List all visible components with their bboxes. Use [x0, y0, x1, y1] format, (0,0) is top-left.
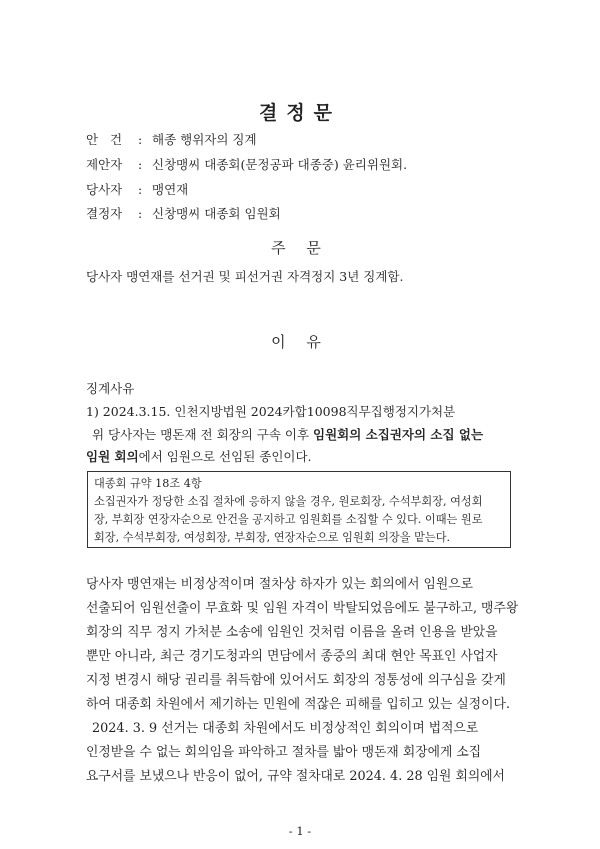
meta-label: 당사자	[86, 182, 123, 197]
document-title: 결정문	[258, 102, 342, 124]
meta-row-party: 당사자 : 맹연재	[86, 182, 189, 197]
meta-value: 신창맹씨 대종회 임원회	[152, 206, 281, 221]
bylaw-line: 소집권자가 정당한 소집 절차에 응하지 않을 경우, 원로회장, 수석부회장, 여성회	[94, 495, 483, 508]
meta-label: 제안자	[86, 157, 123, 172]
body-line: 지정 변경시 해당 권리를 취득함에 있어서도 회장의 정통성에 의구심을 갖게	[86, 673, 506, 688]
body-line: 2024. 3. 9 선거는 대종회 차원에서도 비정상적인 회의이며 법적으로	[92, 721, 479, 736]
bylaw-line: 장, 부회장 연장자순으로 안건을 공지하고 임원회를 소집할 수 있다. 이때는 원로	[94, 513, 483, 526]
emphasis-text: 임원회의 소집권자의 소집 없는	[313, 427, 484, 442]
meta-row-decider: 결정자 : 신창맹씨 대종회 임원회	[86, 206, 281, 221]
reason-heading: 이 유	[271, 333, 329, 351]
body-line: 인정받을 수 없는 회의임을 파악하고 절차를 밟아 맹돈재 회장에게 소집	[86, 745, 482, 760]
meta-label: 안 건	[86, 132, 123, 147]
page-number: - 1 -	[288, 824, 312, 838]
meta-value: 맹연재	[152, 182, 189, 197]
body-line: 선출되어 임원선출이 무효화 및 임원 자격이 박탈되었음에도 불구하고, 맹주왕	[86, 601, 519, 616]
bylaw-title: 대종회 규약 18조 4항	[94, 477, 202, 490]
reason-label: 징계사유	[86, 381, 135, 396]
meta-value: 해종 행위자의 징계	[152, 132, 257, 147]
body-line: 당사자 맹연재는 비정상적이며 절차상 하자가 있는 회의에서 임원으로	[86, 577, 473, 592]
body-line: 회장의 직무 정지 가처분 소송에 임원인 것처럼 이름을 올려 인용을 받았을	[86, 625, 498, 640]
body-line: 뿐만 아니라, 최근 경기도청과의 면담에서 종중의 최대 현안 목표인 사업자	[86, 649, 498, 664]
order-text: 당사자 맹연재를 선거권 및 피선거권 자격정지 3년 징계함.	[86, 269, 404, 284]
meta-row-proposer: 제안자 : 신창맹씨 대종회(문정공파 대종중) 윤리위원회.	[86, 157, 408, 172]
order-heading: 주 문	[271, 239, 329, 257]
meta-value: 신창맹씨 대종회(문정공파 대종중) 윤리위원회.	[152, 157, 408, 172]
bylaw-line: 회장, 수석부회장, 여성회장, 부회장, 연장자순으로 임원회 의장을 맡는다.	[94, 531, 451, 544]
body-line: 하여 대종회 차원에서 제기하는 민원에 적잖은 피해를 입히고 있는 실정이다.	[86, 697, 510, 712]
meta-row-agenda: 안 건 : 해종 행위자의 징계	[86, 132, 257, 147]
meta-label: 결정자	[86, 206, 123, 221]
emphasis-text: 임원 회의	[86, 449, 139, 464]
reason-item-1: 1) 2024.3.15. 인천지방법원 2024카합10098직무집행정지가처분	[86, 404, 456, 419]
bylaw-quote-box	[87, 471, 511, 548]
body-line: 요구서를 보냈으나 반응이 없어, 규약 절차대로 2024. 4. 28 임원 회의에서	[86, 769, 505, 784]
reason-line-3: 임원 회의에서 임원으로 선임된 종인이다.	[86, 449, 312, 464]
reason-line-2: 위 당사자는 맹돈재 전 회장의 구속 이후 임원회의 소집권자의 소집 없는	[92, 427, 484, 442]
